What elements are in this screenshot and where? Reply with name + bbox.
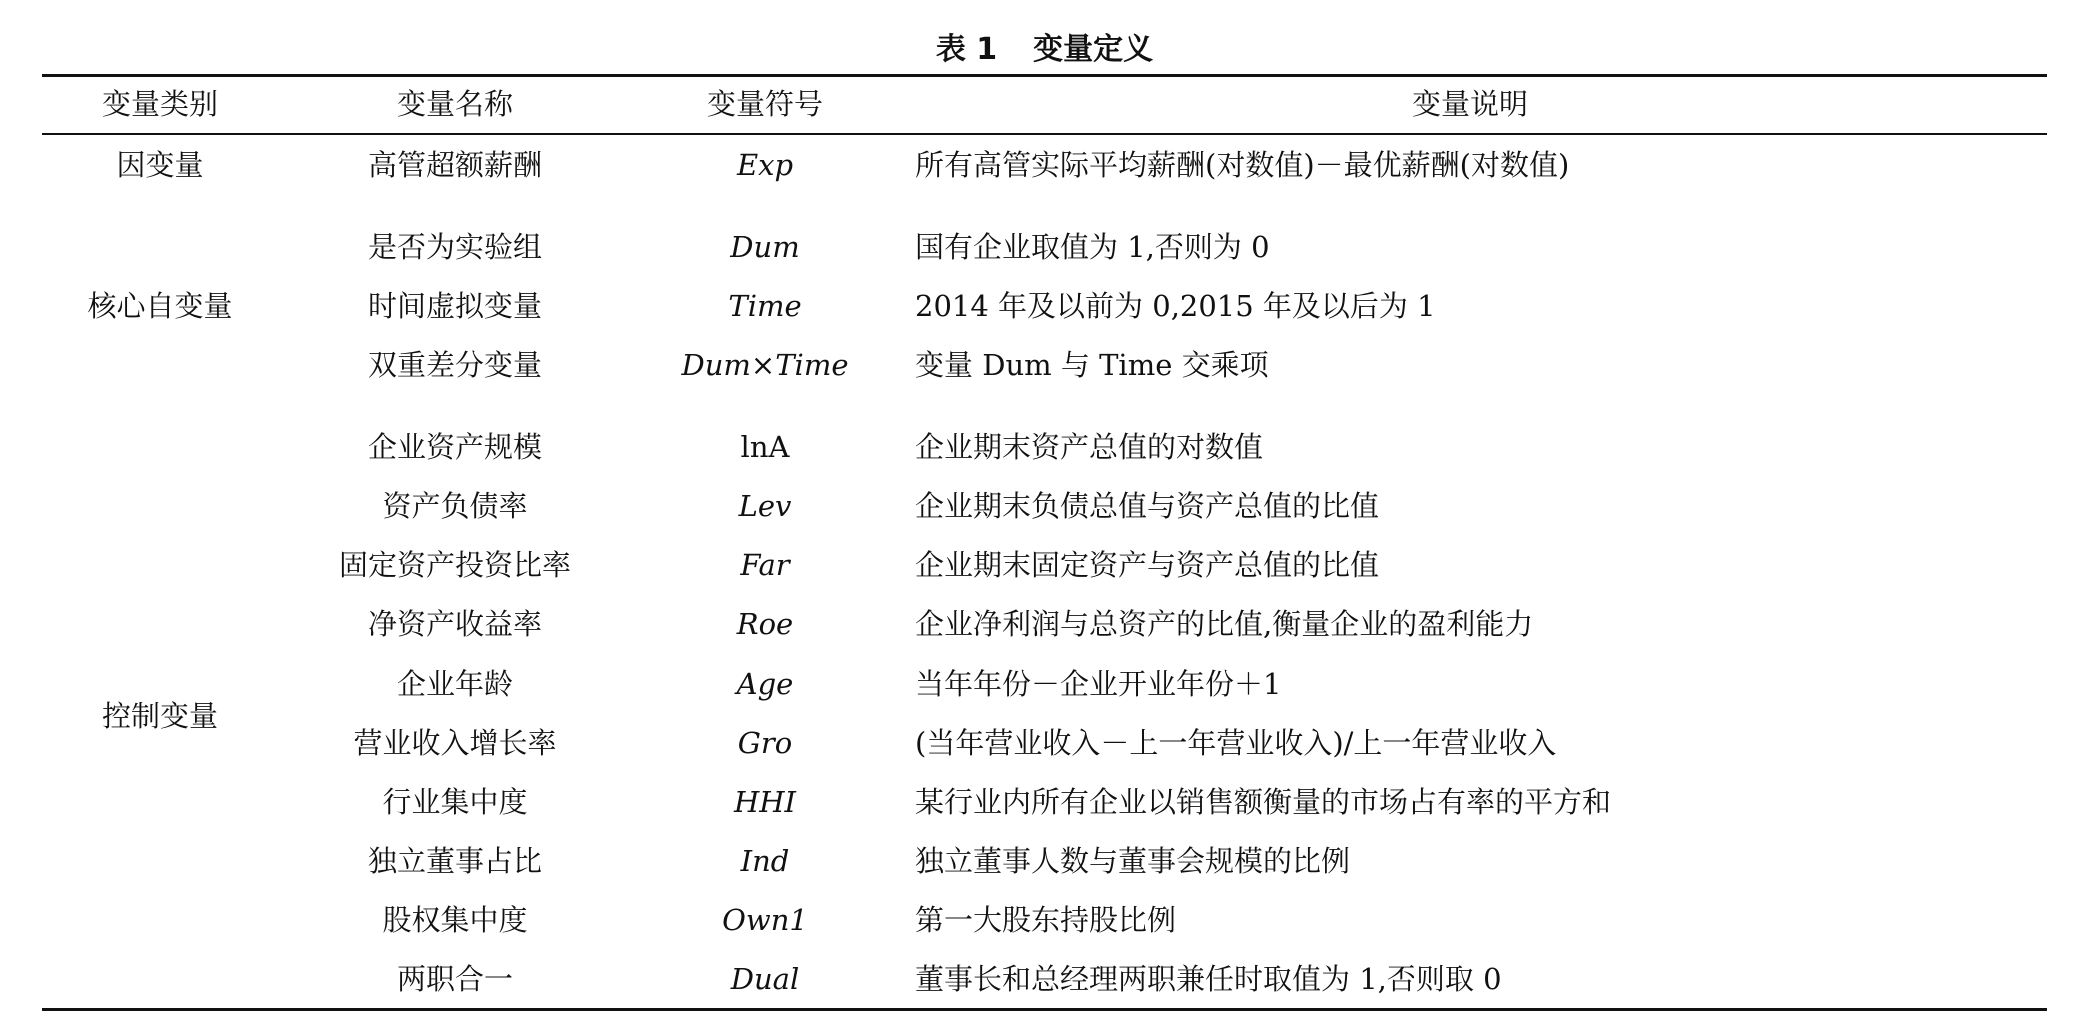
variable-name: 双重差分变量: [367, 348, 543, 382]
variable-name: 行业集中度: [382, 785, 528, 819]
variable-description: (当年营业收入－上一年营业收入)/上一年营业收入: [915, 726, 1557, 760]
variable-name: 时间虚拟变量: [367, 289, 543, 323]
header-name: 变量名称: [396, 87, 514, 121]
variable-description: 企业期末资产总值的对数值: [915, 430, 1264, 464]
variable-symbol: Far: [740, 548, 790, 582]
variable-name: 企业年龄: [396, 667, 514, 701]
table-title-text: 变量定义: [1033, 32, 1154, 67]
variable-description: 第一大股东持股比例: [915, 903, 1177, 937]
header-rule: [42, 133, 2047, 135]
variable-description: 2014 年及以前为 0,2015 年及以后为 1: [915, 289, 1436, 323]
variable-symbol: lnA: [740, 430, 790, 464]
variable-description: 所有高管实际平均薪酬(对数值)－最优薪酬(对数值): [915, 148, 1570, 182]
variable-symbol: Ind: [740, 844, 790, 878]
variable-description: 董事长和总经理两职兼任时取值为 1,否则取 0: [915, 962, 1502, 996]
variable-symbol: Own1: [722, 903, 808, 937]
variable-description: 变量 Dum 与 Time 交乘项: [915, 348, 1269, 382]
variable-description: 当年年份－企业开业年份＋1: [915, 667, 1282, 701]
variable-symbol: Dual: [730, 962, 800, 996]
variable-symbol: Lev: [738, 489, 792, 523]
variable-name: 高管超额薪酬: [367, 148, 543, 182]
variable-name: 股权集中度: [382, 903, 528, 937]
variable-name: 资产负债率: [382, 489, 528, 523]
variable-name: 两职合一: [396, 962, 514, 996]
variable-symbol: Roe: [736, 607, 794, 641]
top-rule: [42, 74, 2047, 77]
variable-symbol: Gro: [737, 726, 793, 760]
category-dependent: 因变量: [116, 148, 204, 182]
category-control: 控制变量: [101, 699, 219, 733]
variable-description: 某行业内所有企业以销售额衡量的市场占有率的平方和: [915, 785, 1612, 819]
variable-name: 营业收入增长率: [353, 726, 557, 760]
variable-name: 净资产收益率: [367, 607, 543, 641]
variable-name: 是否为实验组: [367, 230, 543, 264]
variable-symbol: Dum: [730, 230, 800, 264]
variable-symbol: Exp: [736, 148, 794, 182]
table-number: 表 1: [935, 32, 998, 67]
variable-symbol: Dum×Time: [681, 348, 849, 382]
variable-description: 企业净利润与总资产的比值,衡量企业的盈利能力: [915, 607, 1534, 641]
variable-description: 企业期末固定资产与资产总值的比值: [915, 548, 1380, 582]
variable-name: 固定资产投资比率: [338, 548, 572, 582]
variable-symbol: Age: [736, 667, 794, 701]
header-symbol: 变量符号: [706, 87, 824, 121]
variable-name: 企业资产规模: [367, 430, 543, 464]
variable-description: 国有企业取值为 1,否则为 0: [915, 230, 1270, 264]
category-core-independent: 核心自变量: [87, 289, 233, 323]
header-category: 变量类别: [101, 87, 219, 121]
variable-symbol: HHI: [733, 785, 797, 819]
variable-description: 企业期末负债总值与资产总值的比值: [915, 489, 1380, 523]
table-title: [0, 24, 2089, 68]
variable-name: 独立董事占比: [367, 844, 543, 878]
bottom-rule: [42, 1008, 2047, 1011]
header-description: 变量说明: [1411, 87, 1529, 121]
variable-symbol: Time: [728, 289, 802, 323]
variable-description: 独立董事人数与董事会规模的比例: [915, 844, 1351, 878]
